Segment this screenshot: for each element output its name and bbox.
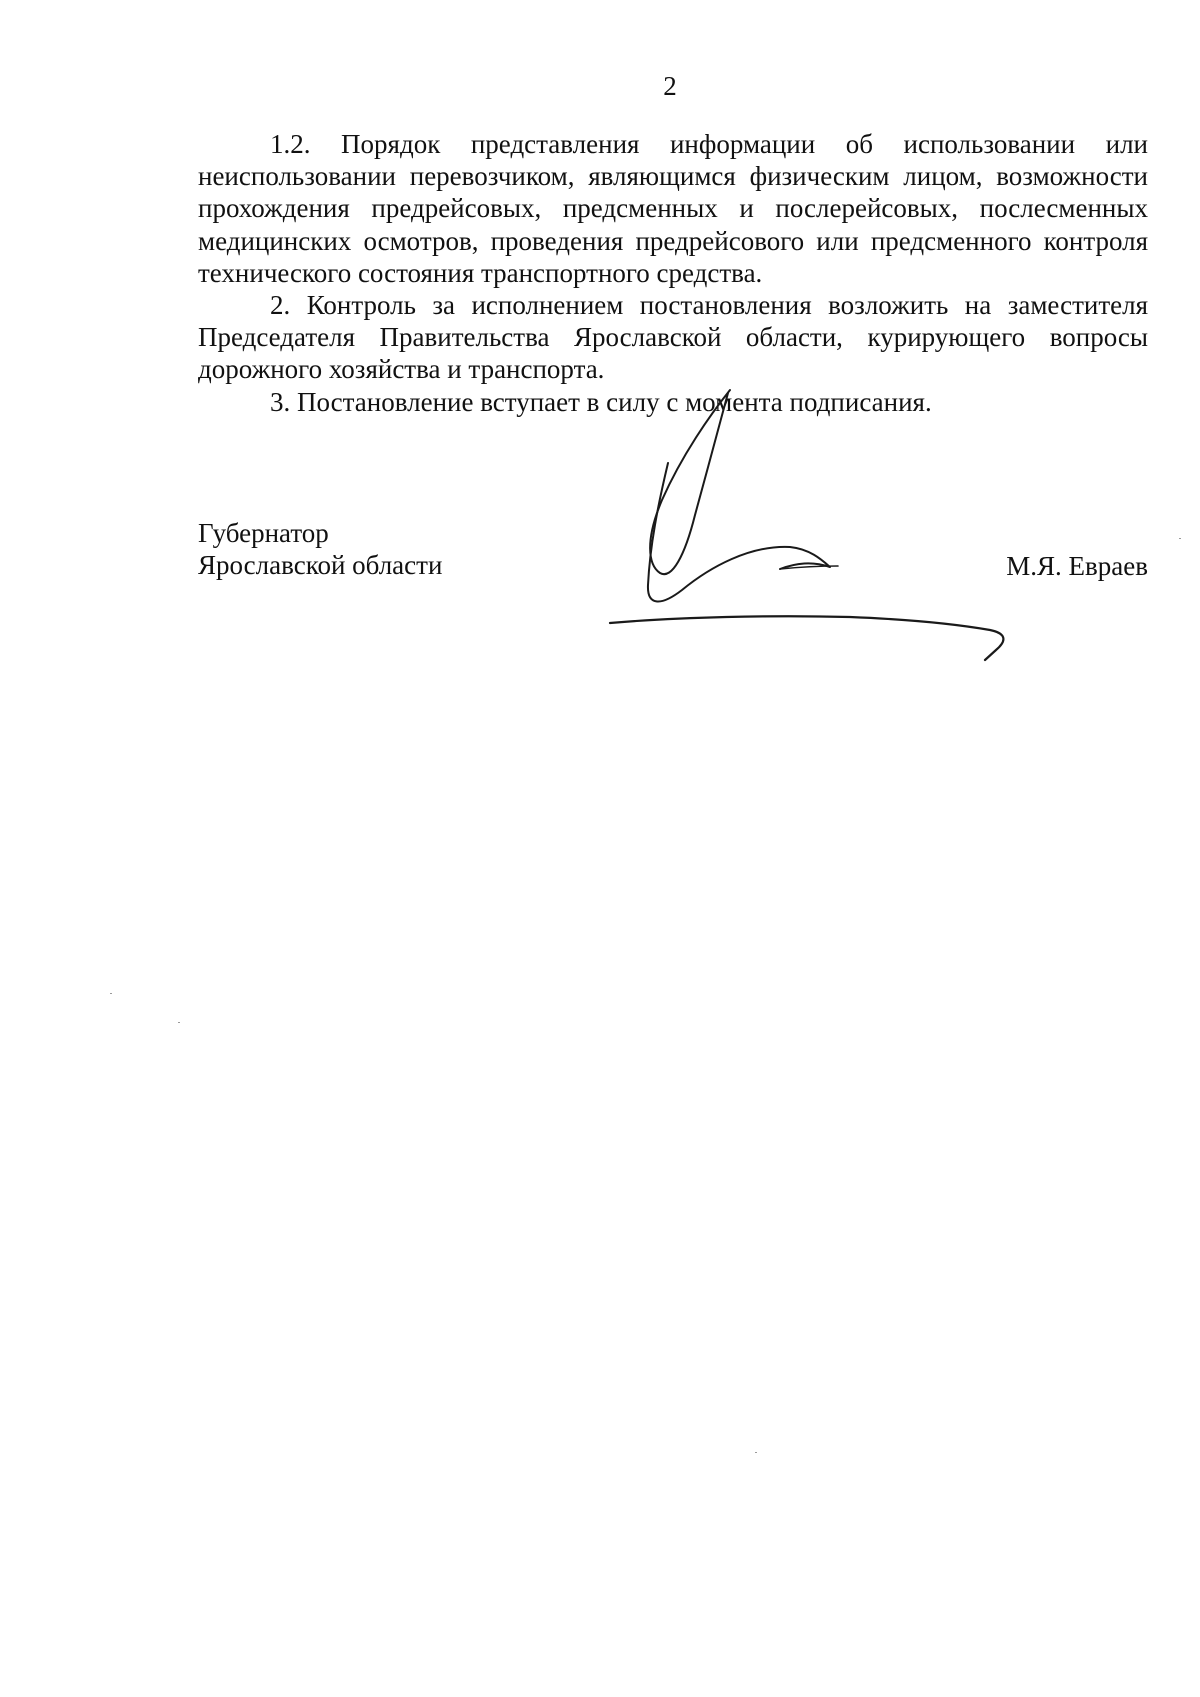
paragraph-3: 3. Постановление вступает в силу с момента подписания.	[270, 386, 932, 417]
scan-speck	[1179, 538, 1181, 539]
scan-speck	[110, 993, 112, 994]
signatory-title: Губернатор	[198, 518, 329, 548]
signatory-name: М.Я. Евраев	[1006, 551, 1148, 581]
paragraph-2: 2. Контроль за исполнением постановления возложить на заместителя Председателя Правительства Ярославской области, курирующего вопросы дорожного хозяйства и транспорта.	[198, 290, 1148, 385]
page-number: 2	[663, 71, 677, 101]
signature-loop-stroke	[650, 390, 730, 574]
document-body	[198, 128, 1148, 418]
signature-underline-stroke	[610, 616, 1003, 660]
signature-descender-stroke	[648, 463, 830, 601]
signatory-region: Ярославской области	[198, 550, 443, 580]
paragraph-1-2: 1.2. Порядок представления информации об использовании или неиспользовании перевозчиком, являющимся физическим лицом, возможности прохождения предрейсовых, предсменных и послерейсовых, послесменных медицинских осмотров, проведения предрейсового или предсменного контроля технического состояния транспортного средства.	[198, 129, 1148, 288]
handwritten-signature	[600, 385, 1040, 685]
scan-speck	[178, 1022, 180, 1023]
scan-speck	[755, 1452, 757, 1453]
